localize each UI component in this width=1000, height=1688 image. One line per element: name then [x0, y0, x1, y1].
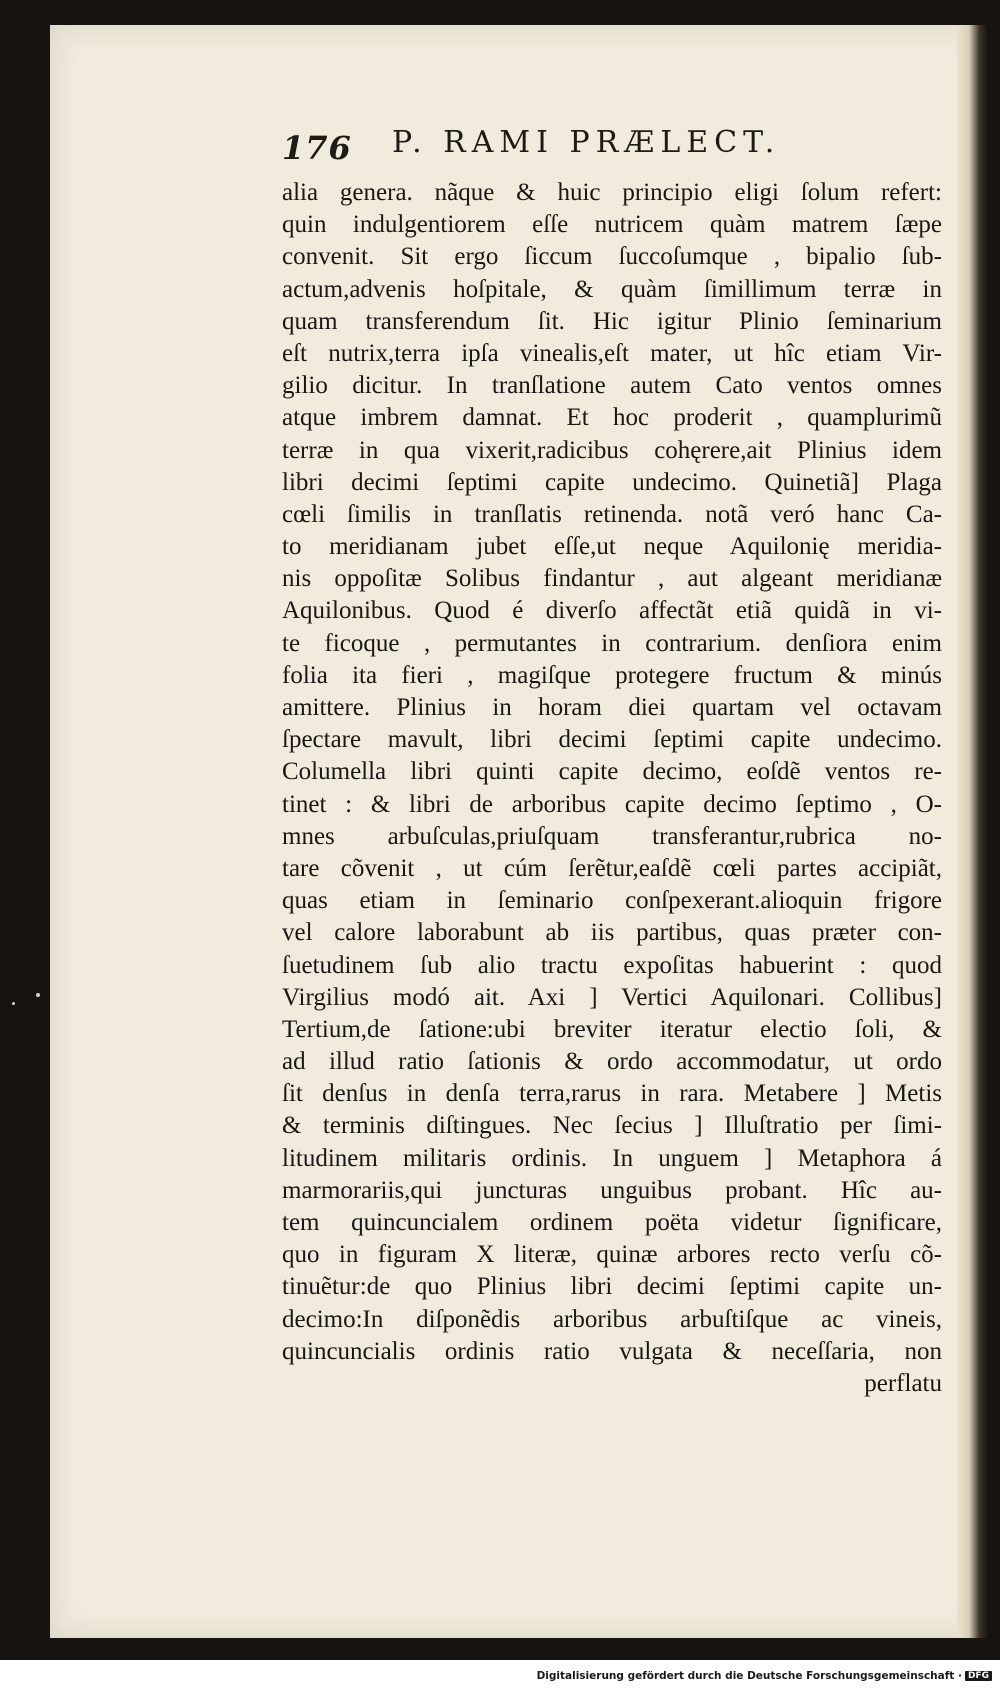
text-line: quam transferendum ſit. Hic igitur Plinio ſeminarium [282, 307, 942, 335]
text-line: marmorariis,qui juncturas unguibus probant. Hîc au- [282, 1176, 942, 1204]
credit-text: Digitalisierung gefördert durch die Deutsche Forschungsgemeinschaft · [536, 1670, 962, 1682]
text-line: quincuncialis ordinis ratio vulgata & neceſſaria, non [282, 1337, 942, 1365]
page-content [282, 117, 942, 1400]
text-line: & terminis diſtingues. Nec ſecius ] Illuſtratio per ſimi- [282, 1112, 942, 1140]
text-line: quas etiam in ſeminario conſpexerant.alioquin frigore [282, 887, 942, 915]
text-line: cœli ſimilis in tranſlatis retinenda. notã veró hanc Ca- [282, 500, 942, 528]
text-line: libri decimi ſeptimi capite undecimo. Quinetiã] Plaga [282, 468, 942, 496]
book-page [50, 25, 987, 1638]
text-line: Columella libri quinti capite decimo, eoſdẽ ventos re- [282, 758, 942, 786]
text-line: tinet : & libri de arboribus capite decimo ſeptimo , O- [282, 790, 942, 818]
text-line: Tertium,de ſatione:ubi breviter iteratur electio ſoli, & [282, 1015, 942, 1043]
dfg-logo: DFG [965, 1671, 992, 1681]
catchword: perflatu [864, 1369, 942, 1397]
digitization-credit [537, 1670, 992, 1682]
text-line: terræ in qua vixerit,radicibus cohęrere,ait Plinius idem [282, 436, 942, 464]
text-line: ſuetudinem ſub alio tractu expoſitas habuerint : quod [282, 951, 942, 979]
text-line: tem quincuncialem ordinem poëta videtur ſignificare, [282, 1209, 942, 1236]
page-binding-edge [957, 25, 987, 1638]
text-line: alia genera. nãque & huic principio eligi ſolum refert: [282, 179, 942, 206]
running-title: P. RAMI PRÆLECT. [392, 125, 781, 160]
text-line: vel calore laborabunt ab iis partibus, quas præter con- [282, 919, 942, 947]
text-line: tinuẽtur:de quo Plinius libri decimi ſeptimi capite un- [282, 1273, 942, 1301]
text-line: Aquilonibus. Quod é diverſo affectãt etiã quidã in vi- [282, 597, 942, 625]
text-line: te ficoque , permutantes in contrarium. denſiora enim [282, 629, 942, 657]
text-line: amittere. Plinius in horam diei quartam vel octavam [282, 694, 942, 721]
text-line: Virgilius modó ait. Axi ] Vertici Aquilonari. Collibus] [282, 983, 942, 1011]
catchword-line [282, 1368, 942, 1400]
text-line: quin indulgentiorem eſſe nutricem quàm matrem ſæpe [282, 211, 942, 239]
text-line: atque imbrem damnat. Et hoc proderit , quamplurimũ [282, 404, 942, 432]
text-line: to meridianam jubet eſſe,ut neque Aquilonię meridia- [282, 533, 942, 561]
text-line: tare cõvenit , ut cúm ſerẽtur,eaſdẽ cœli partes accipiãt, [282, 854, 942, 882]
text-line: quo in figuram X literæ, quinæ arbores recto verſu cõ- [282, 1241, 942, 1269]
text-line: gilio dicitur. In tranſlatione autem Cato ventos omnes [282, 372, 942, 400]
text-line: ſit denſus in denſa terra,rarus in rara. Metabere ] Metis [282, 1080, 942, 1108]
text-line: eſt nutrix,terra ipſa vinealis,eſt mater, ut hîc etiam Vir- [282, 339, 942, 367]
text-line: folia ita fieri , magiſque protegere fructum & minús [282, 661, 942, 689]
text-line: nis oppoſitæ Solibus findantur , aut algeant meridianæ [282, 565, 942, 593]
text-line: convenit. Sit ergo ſiccum ſuccoſumque , bipalio ſub- [282, 243, 942, 271]
text-line: ad illud ratio ſationis & ordo accommodatur, ut ordo [282, 1048, 942, 1076]
running-head [282, 117, 942, 177]
text-line: mnes arbuſculas,priuſquam transferantur,rubrica no- [282, 822, 942, 850]
text-line: actum,advenis hoſpitale, & quàm ſimillimum terræ in [282, 275, 942, 303]
body-text [282, 177, 942, 1400]
text-line: litudinem militaris ordinis. In unguem ] Metaphora á [282, 1144, 942, 1172]
text-line: decimo:In diſponẽdis arboribus arbuſtiſque ac vineis, [282, 1305, 942, 1333]
text-line: ſpectare mavult, libri decimi ſeptimi capite undecimo. [282, 726, 942, 754]
page-number: 176 [282, 129, 352, 167]
